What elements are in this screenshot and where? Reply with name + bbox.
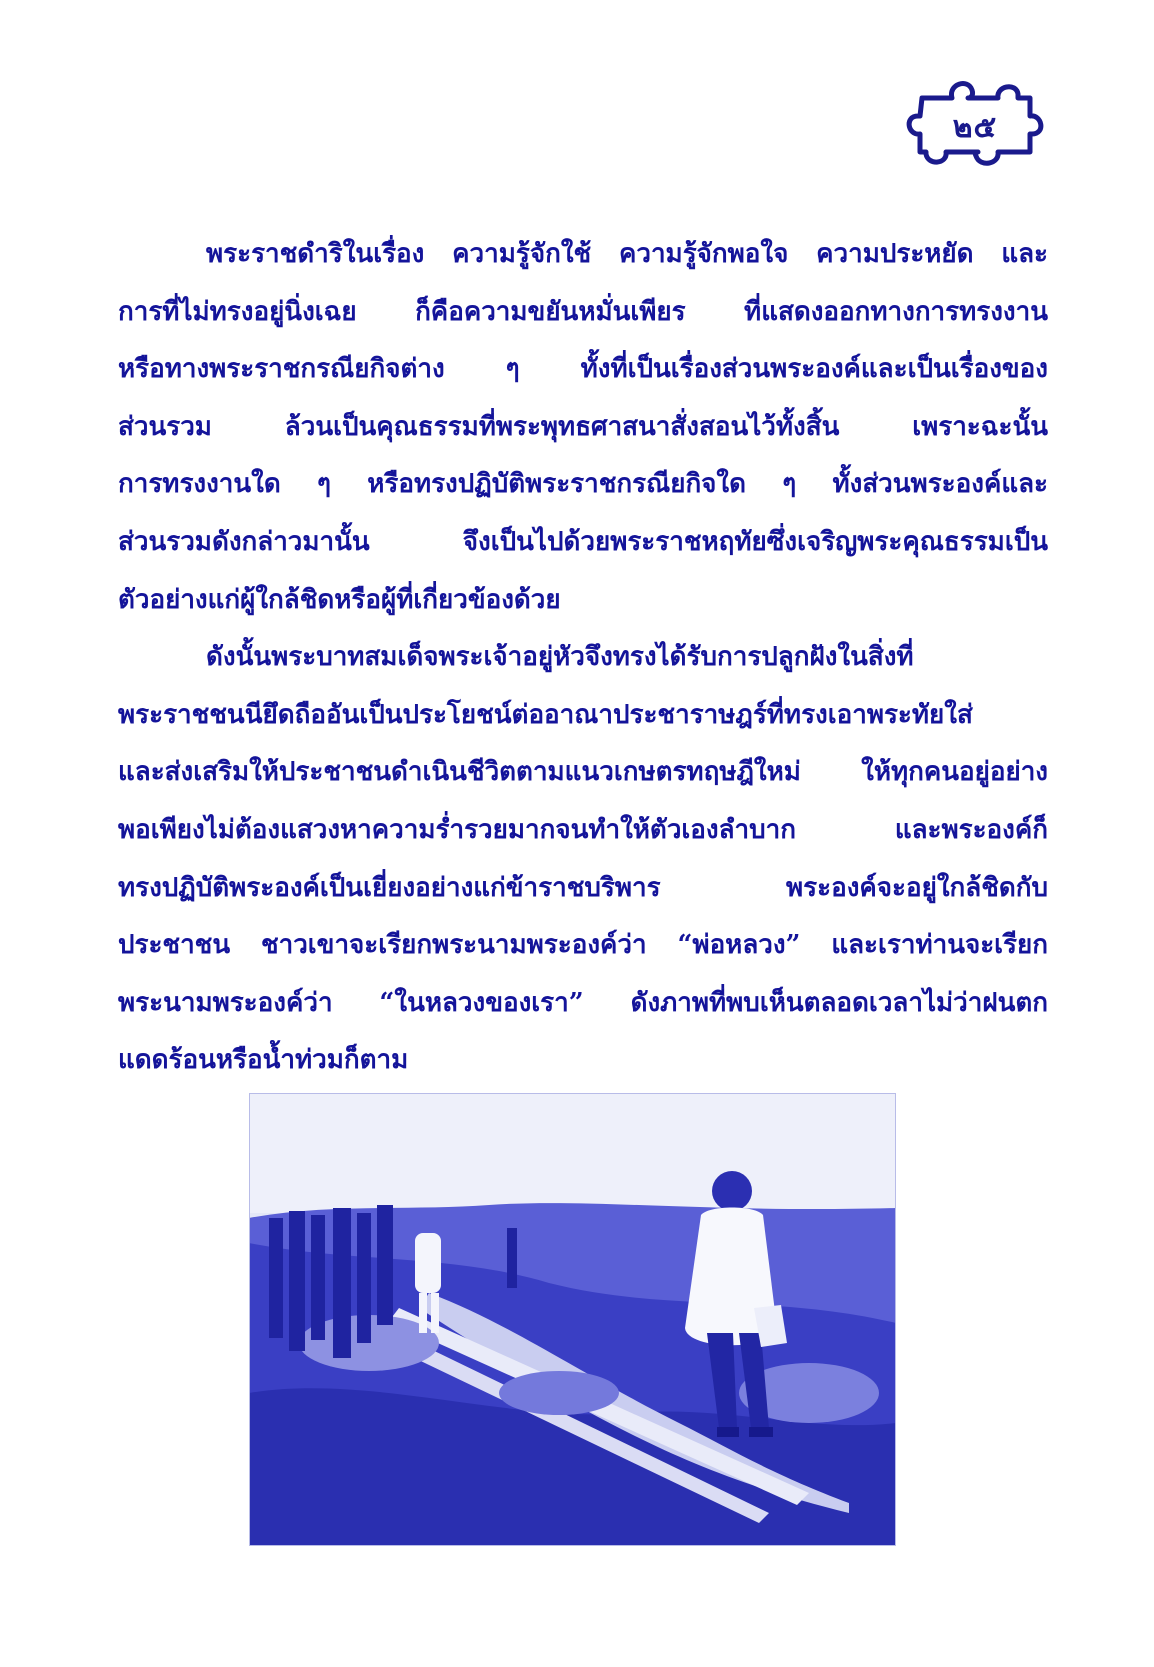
paragraph-line: ส่วนรวมดังกล่าวมานั้น จึงเป็นไปด้วยพระราชหฤทัยซึ่งเจริญพระคุณธรรมเป็น [118, 526, 1048, 557]
paragraph-line: พระนามพระองค์ว่า “ในหลวงของเรา” ดังภาพที่พบเห็นตลอดเวลาไม่ว่าฝนตก [118, 987, 1048, 1018]
paragraph-line: การทรงงานใด ๆ หรือทรงปฏิบัติพระราชกรณียกิจใด ๆ ทั้งส่วนพระองค์และ [118, 469, 1048, 500]
photograph [249, 1093, 896, 1546]
photo-image [249, 1093, 896, 1546]
paragraph-line: การที่ไม่ทรงอยู่นิ่งเฉย ก็คือความขยันหมั่นเพียร ที่แสดงออกทางการทรงงาน [118, 296, 1048, 327]
paragraph-line: ทรงปฏิบัติพระองค์เป็นเยี่ยงอย่างแก่ข้าราชบริพาร พระองค์จะอยู่ใกล้ชิดกับ [118, 872, 1048, 903]
paragraph-line: พอเพียงไม่ต้องแสวงหาความร่ำรวยมากจนทำให้ตัวเองลำบาก และพระองค์ก็ [118, 814, 1048, 845]
page-number-badge [900, 76, 1050, 172]
body-text [118, 226, 1048, 1090]
paragraph-line: แดดร้อนหรือน้ำท่วมก็ตาม [118, 1045, 409, 1076]
paragraph-line: ดังนั้นพระบาทสมเด็จพระเจ้าอยู่หัวจึงทรงได้รับการปลูกฝังในสิ่งที่ [206, 642, 914, 673]
paragraph-line: หรือทางพระราชกรณียกิจต่าง ๆ ทั้งที่เป็นเรื่องส่วนพระองค์และเป็นเรื่องของ [118, 354, 1048, 385]
page-number: ๒๕ [952, 110, 998, 145]
paragraph-line: พระราชดำริในเรื่อง ความรู้จักใช้ ความรู้จักพอใจ ความประหยัด และ [206, 239, 1048, 269]
paragraph-line: ตัวอย่างแก่ผู้ใกล้ชิดหรือผู้ที่เกี่ยวข้องด้วย [118, 584, 561, 615]
paragraph-line: พระราชชนนียึดถืออันเป็นประโยชน์ต่ออาณาประชาราษฎร์ที่ทรงเอาพระทัยใส่ [118, 699, 973, 730]
paragraph-line: ส่วนรวม ล้วนเป็นคุณธรรมที่พระพุทธศาสนาสั่งสอนไว้ทั้งสิ้น เพราะฉะนั้น [118, 411, 1048, 442]
paragraph-line: ประชาชน ชาวเขาจะเรียกพระนามพระองค์ว่า “พ่อหลวง” และเราท่านจะเรียก [118, 930, 1048, 961]
paragraph-line: และส่งเสริมให้ประชาชนดำเนินชีวิตตามแนวเกษตรทฤษฎีใหม่ ให้ทุกคนอยู่อย่าง [118, 757, 1048, 788]
